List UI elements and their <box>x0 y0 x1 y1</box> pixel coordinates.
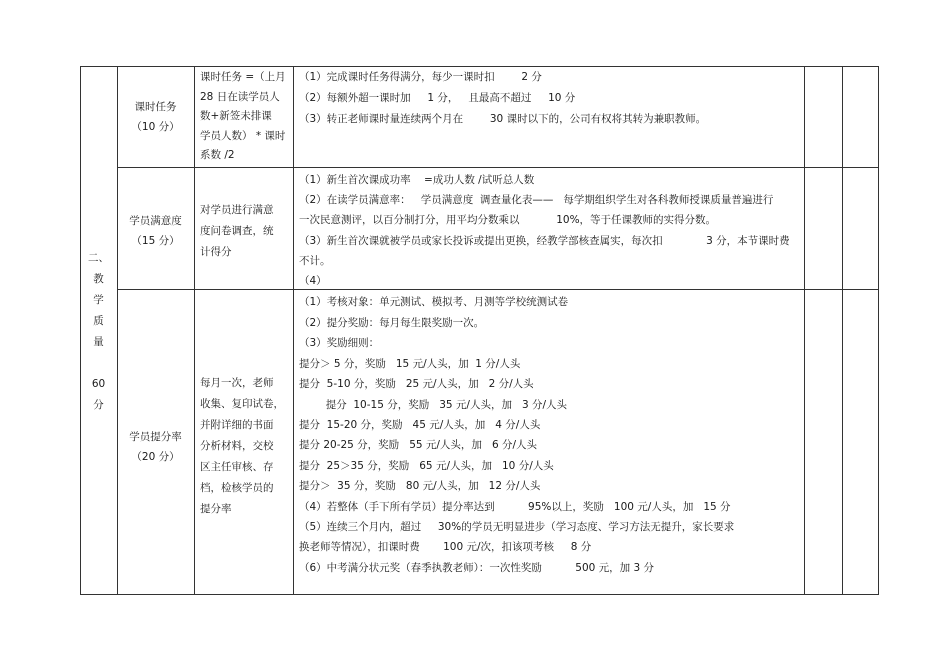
column-divider <box>804 66 805 594</box>
column-divider <box>117 66 118 594</box>
rule-line: （1）完成课时任务得满分，每少一课时扣 2 分 <box>299 71 542 83</box>
rule-line: 换老师等情况），扣课时费 100 元/次，扣该项考核 8 分 <box>299 541 592 553</box>
rule-line: （1）考核对象：单元测试、模拟考、月测等学校统测试卷 <box>299 296 569 308</box>
section-label: 二、 教 学 质 量 60 分 <box>88 252 109 411</box>
rule-line: 提分 5-10 分，奖励 25 元/人头，加 2 分/人头 <box>299 378 534 390</box>
row-description-satisfaction: 对学员进行满意 度问卷调查，统 计得分 <box>200 204 274 258</box>
rule-line: （4）若整体（手下所有学员）提分率达到 95%以上，奖励 100 元/人头，加 15 分 <box>299 501 731 513</box>
row-title-satisfaction: 学员满意度 （15 分） <box>129 215 182 247</box>
rule-line: （6）中考满分状元奖（春季执教老师）：一次性奖励 500 元，加 3 分 <box>299 562 655 574</box>
rule-line: 不计。 <box>299 255 331 267</box>
rule-line: 提分 15-20 分，奖励 45 元/人头，加 4 分/人头 <box>299 419 541 431</box>
rule-line: 提分 10-15 分，奖励 35 元/人头，加 3 分/人头 <box>299 399 568 411</box>
rule-line: 提分＞ 35 分，奖励 80 元/人头，加 12 分/人头 <box>299 480 541 492</box>
row-divider <box>117 289 879 290</box>
row-divider <box>117 167 879 168</box>
row-description-class-hours: 课时任务 =（上月 28 日在读学员人 数+新签未排课 学员人数） * 课时 系数 /2 <box>200 71 286 161</box>
rule-line: （2）每额外超一课时加 1 分， 且最高不超过 10 分 <box>299 92 576 104</box>
column-divider <box>842 66 843 594</box>
rule-line: （3）新生首次课就被学员或家长投诉或提出更换，经教学部核查属实，每次扣 3 分，本节课时费 <box>299 235 790 247</box>
rule-line: 提分＞ 5 分，奖励 15 元/人头，加 1 分/人头 <box>299 358 521 370</box>
rule-line: （5）连续三个月内，超过 30%的学员无明显进步（学习态度、学习方法无提升，家长要求 <box>299 521 735 533</box>
rule-line: （3）转正老师课时量连续两个月在 30 课时以下的，公司有权将其转为兼职教师。 <box>299 113 707 125</box>
column-divider <box>293 66 294 594</box>
row-title-class-hours: 课时任务 （10 分） <box>131 101 180 133</box>
rule-line: （2）在读学员满意率： 学员满意度 调查量化表—— 每学期组织学生对各科教师授课质量普遍进行 <box>299 194 774 206</box>
row-title-score-improvement: 学员提分率 （20 分） <box>129 431 182 463</box>
table-border-bottom <box>80 594 879 595</box>
rule-line: （3）奖励细则： <box>299 337 380 349</box>
column-divider <box>194 66 195 594</box>
rule-line: （4） <box>299 275 327 287</box>
row-description-score-improvement: 每月一次，老师 收集、复印试卷， 并附详细的书面 分析材料，交校 区主任审核、存 档，检核学员的 提分率 <box>200 377 284 515</box>
rule-line: （1）新生首次课成功率 =成功人数 /试听总人数 <box>299 174 535 186</box>
table-border-right <box>878 66 879 594</box>
table-border-top <box>80 66 879 67</box>
rule-line: 一次民意测评，以百分制打分，用平均分数乘以 10%，等于任课教师的实得分数。 <box>299 214 717 226</box>
rule-line: （2）提分奖励：每月每生限奖励一次。 <box>299 317 485 329</box>
rule-line: 提分 20-25 分，奖励 55 元/人头，加 6 分/人头 <box>299 439 538 451</box>
rule-line: 提分 25＞35 分，奖励 65 元/人头，加 10 分/人头 <box>299 460 554 472</box>
